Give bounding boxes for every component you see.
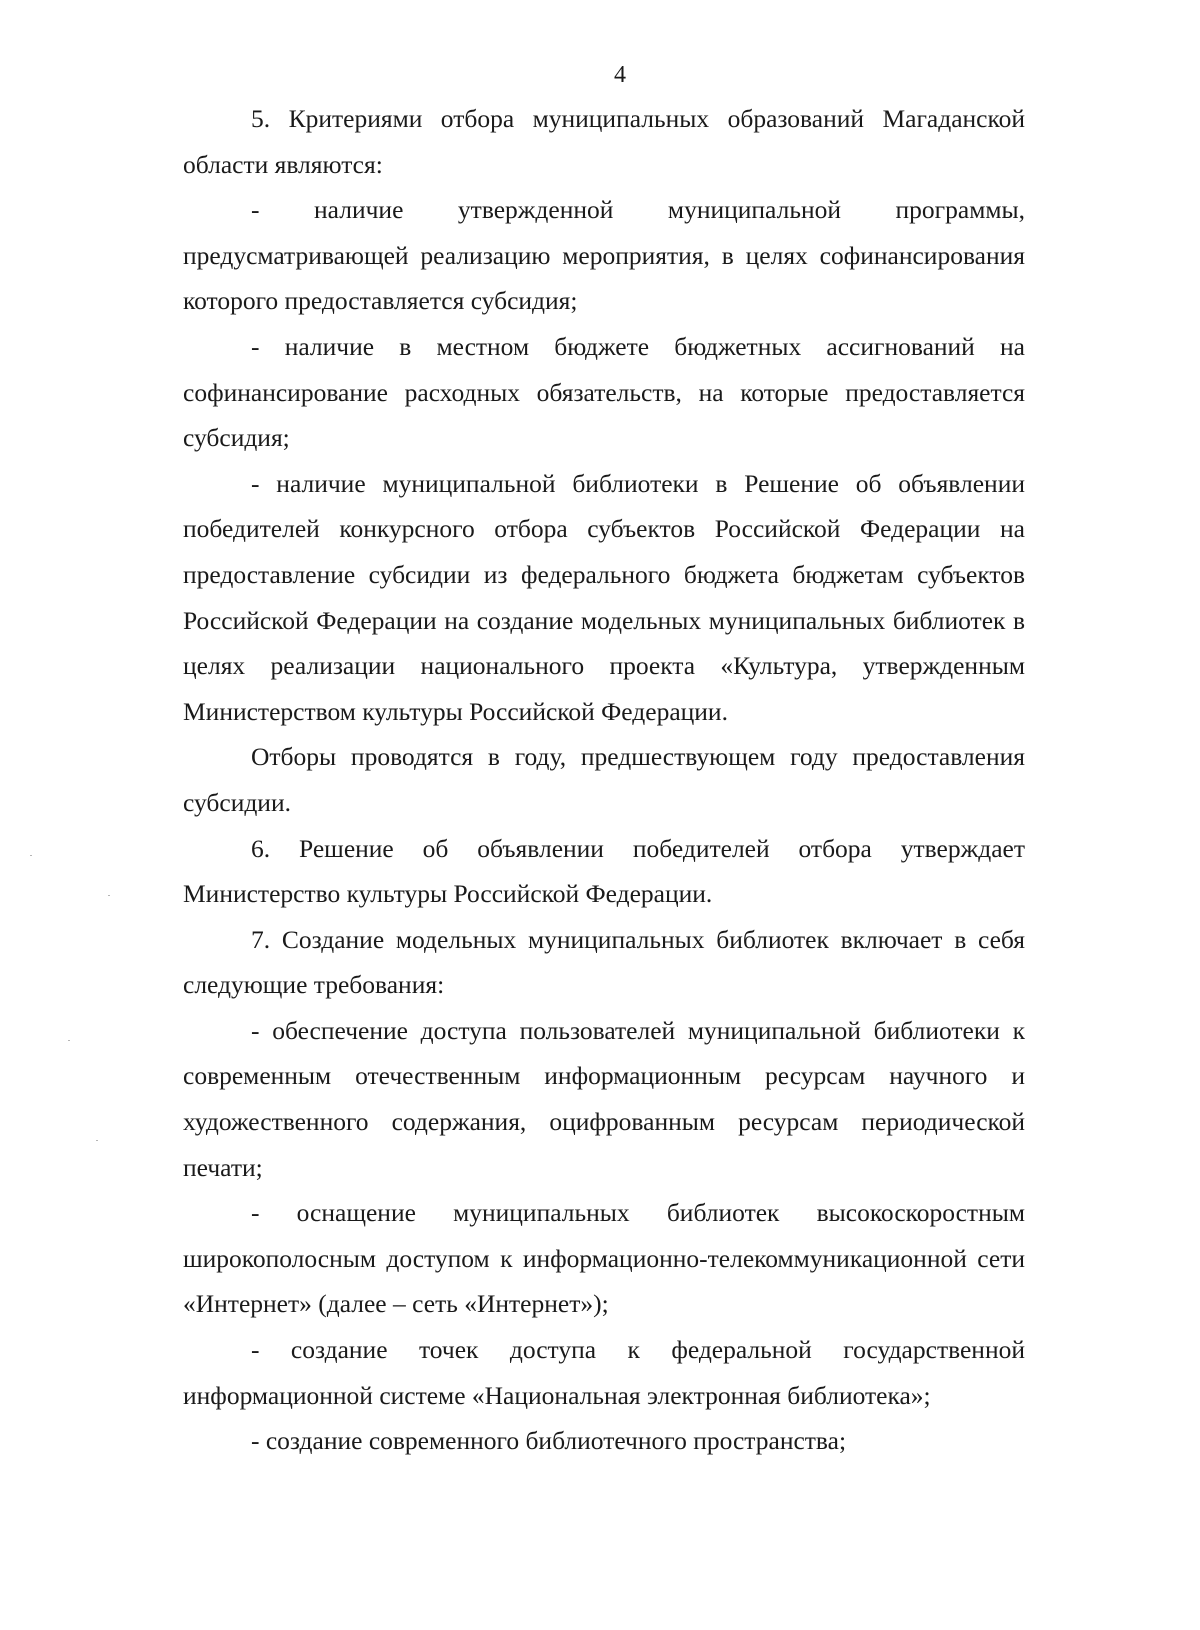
paragraph-criteria-intro: 5. Критериями отбора муниципальных образований Магаданской области являются:: [183, 104, 1025, 179]
paragraph-requirement-access: - обеспечение доступа пользователей муниципальной библиотеки к современным отечественным информационным ресурсам научного и художественного содержания, оцифрованным ресурсам периодической печати;: [183, 1015, 1025, 1182]
paragraph-criterion-program: - наличие утвержденной муниципальной программы, предусматривающей реализацию мероприятия, в целях софинансирования которого предоставляется субсидия;: [183, 195, 1025, 316]
paragraph-criterion-budget: - наличие в местном бюджете бюджетных ассигнований на софинансирование расходных обязательств, на которые предоставляется субсидия;: [183, 331, 1025, 453]
scan-speck: [30, 855, 32, 856]
paragraph-requirement-internet: - оснащение муниципальных библиотек высокоскоростным широкополосным доступом к информационно-телекоммуникационной сети «Интернет» (далее – сеть «Интернет»);: [183, 1198, 1025, 1319]
document-body: [183, 96, 1025, 1464]
page-number: 4: [614, 62, 626, 88]
paragraph-requirements-intro: 7. Создание модельных муниципальных библиотек включает в себя следующие требования:: [183, 924, 1025, 1000]
paragraph-criterion-library: - наличие муниципальной библиотеки в Решение об объявлении победителей конкурсного отбора субъектов Российской Федерации на предоставление субсидии из федерального бюджета бюджетам субъектов Российской Федерации на создание модельных муниципальных библиотек в целях реализации национального проекта «Культура, утвержденным Министерством культуры Российской Федерации.: [183, 468, 1025, 726]
paragraph-requirement-space: - создание современного библиотечного пространства;: [251, 1426, 847, 1456]
paragraph-winners-decision: 6. Решение об объявлении победителей отбора утверждает Министерство культуры Российской Федерации.: [183, 833, 1025, 909]
scan-speck: [108, 895, 110, 896]
paragraph-selection-timing: Отборы проводятся в году, предшествующем году предоставления субсидии.: [183, 742, 1025, 817]
paragraph-requirement-neb: - создание точек доступа к федеральной государственной информационной системе «Национальная электронная библиотека»;: [183, 1335, 1025, 1410]
scan-speck: [96, 1140, 98, 1141]
scan-speck: [68, 1040, 70, 1041]
